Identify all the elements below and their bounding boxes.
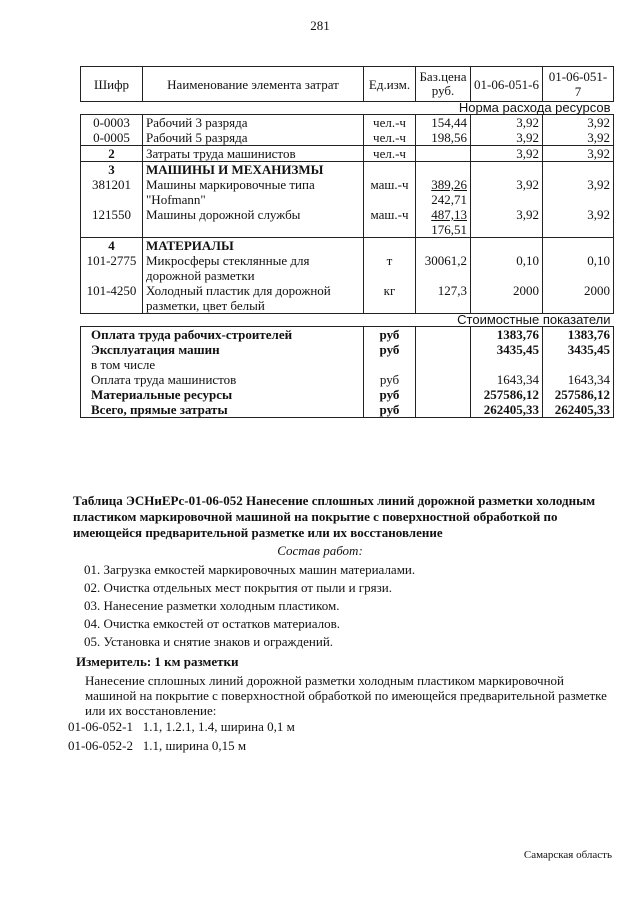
footer-region: Самарская область — [523, 849, 612, 861]
table-row — [81, 283, 614, 314]
measurer: Измеритель: 1 км разметки — [76, 654, 239, 669]
row-value-1: 3,92 — [471, 115, 543, 131]
table-row — [81, 253, 614, 283]
cost-value-2: 3435,45 — [543, 342, 614, 357]
row-value-2: 3,92 — [543, 130, 614, 146]
row-value-1: 3,92 — [471, 130, 543, 146]
row-code: 4 — [81, 238, 143, 254]
header-price: Баз.цена руб. — [416, 67, 471, 102]
cost-row — [81, 372, 614, 387]
row-price: 30061,2 — [416, 253, 471, 283]
row-price-main: 487,13 — [431, 207, 467, 222]
cost-value-1: 1383,76 — [471, 327, 543, 343]
work-step: 01. Загрузка емкостей маркировочных машин материалами. — [84, 562, 416, 577]
row-unit: маш.-ч — [364, 177, 416, 207]
row-unit: чел.-ч — [364, 115, 416, 131]
row-name: МАТЕРИАЛЫ — [143, 238, 364, 254]
row-code: 101-4250 — [81, 283, 143, 314]
norm-label-row — [81, 102, 614, 115]
row-code: 121550 — [81, 207, 143, 238]
table-row — [81, 177, 614, 207]
table-row — [81, 238, 614, 254]
cost-row — [81, 327, 614, 343]
row-price-sub: 242,71 — [431, 192, 467, 207]
work-step: 03. Нанесение разметки холодным пластиком. — [84, 598, 340, 613]
table-row — [81, 146, 614, 162]
row-value-2: 3,92 — [543, 146, 614, 162]
row-value-1: 3,92 — [471, 146, 543, 162]
cost-row — [81, 342, 614, 357]
row-value-1: 0,10 — [471, 253, 543, 283]
code-text: 1.1, ширина 0,15 м — [142, 738, 247, 753]
row-name: Рабочий 5 разряда — [143, 130, 364, 146]
header-unit: Ед.изм. — [364, 67, 416, 102]
cost-name: Всего, прямые затраты — [81, 402, 364, 418]
cost-label: Стоимостные показатели — [81, 314, 614, 327]
cost-unit: руб — [364, 372, 416, 387]
cost-name: Оплата труда рабочих-строителей — [81, 327, 364, 343]
cost-row — [81, 402, 614, 418]
row-code: 3 — [81, 162, 143, 178]
section-heading: Таблица ЭСНиЕРс-01-06-052 Нанесение сплошных линий дорожной разметки холодным пластиком маркировочной машиной на покрытие с поверхностной обработкой по имеющейся предварительной разметке или их восстановление — [73, 493, 596, 540]
cost-label-row — [81, 314, 614, 327]
cost-unit: руб — [364, 342, 416, 357]
row-name: Холодный пластик для дорожной разметки, цвет белый — [143, 283, 364, 314]
table-row — [81, 162, 614, 178]
row-price — [416, 207, 471, 238]
cost-name: в том числе — [81, 357, 364, 372]
header-col1: 01-06-051-6 — [471, 67, 543, 102]
work-step: 04. Очистка емкостей от остатков материалов. — [84, 616, 340, 631]
cost-name: Оплата труда машинистов — [81, 372, 364, 387]
cost-unit: руб — [364, 327, 416, 343]
row-value-2: 2000 — [543, 283, 614, 314]
code-text: 1.1, 1.2.1, 1.4, ширина 0,1 м — [142, 719, 295, 734]
header-col2: 01-06-051-7 — [543, 67, 614, 102]
row-price: 154,44 — [416, 115, 471, 131]
row-value-2: 0,10 — [543, 253, 614, 283]
row-code: 0-0003 — [81, 115, 143, 131]
cost-row — [81, 387, 614, 402]
row-unit: кг — [364, 283, 416, 314]
cost-value-2: 1643,34 — [543, 372, 614, 387]
row-value-2: 3,92 — [543, 177, 614, 207]
cost-value-1: 1643,34 — [471, 372, 543, 387]
row-value-1: 2000 — [471, 283, 543, 314]
row-name: Машины дорожной службы — [143, 207, 364, 238]
row-value-2: 3,92 — [543, 207, 614, 238]
cost-value-1: 262405,33 — [471, 402, 543, 418]
row-unit: чел.-ч — [364, 146, 416, 162]
row-value-1: 3,92 — [471, 177, 543, 207]
page-number: 281 — [310, 18, 330, 33]
row-value-1: 3,92 — [471, 207, 543, 238]
cost-value-1: 257586,12 — [471, 387, 543, 402]
row-price: 127,3 — [416, 283, 471, 314]
code-id: 01-06-052-2 — [68, 738, 133, 753]
work-step: 02. Очистка отдельных мест покрытия от пыли и грязи. — [84, 580, 392, 595]
cost-value-2: 257586,12 — [543, 387, 614, 402]
row-code: 0-0005 — [81, 130, 143, 146]
row-value-2: 3,92 — [543, 115, 614, 131]
description: Нанесение сплошных линий дорожной разметки холодным пластиком маркировочной машиной на покрытие с поверхностной обработкой по имеющейся предварительной разметке или их восстановление: — [85, 673, 607, 718]
cost-value-2: 262405,33 — [543, 402, 614, 418]
header-name: Наименование элемента затрат — [143, 67, 364, 102]
row-price — [416, 177, 471, 207]
row-unit: т — [364, 253, 416, 283]
row-name: Рабочий 3 разряда — [143, 115, 364, 131]
row-unit: чел.-ч — [364, 130, 416, 146]
cost-name: Эксплуатация машин — [81, 342, 364, 357]
row-price — [416, 146, 471, 162]
row-price-main: 389,26 — [431, 177, 467, 192]
cost-name: Материальные ресурсы — [81, 387, 364, 402]
row-name: Машины маркировочные типа "Hofmann" — [143, 177, 364, 207]
row-price-sub: 176,51 — [431, 222, 467, 237]
row-name: Затраты труда машинистов — [143, 146, 364, 162]
row-name: МАШИНЫ И МЕХАНИЗМЫ — [143, 162, 364, 178]
row-name: Микросферы стеклянные для дорожной разметки — [143, 253, 364, 283]
table-header-row — [81, 67, 614, 102]
code-id: 01-06-052-1 — [68, 719, 133, 734]
resource-table — [80, 66, 614, 418]
row-code: 101-2775 — [81, 253, 143, 283]
header-code: Шифр — [81, 67, 143, 102]
cost-value-1: 3435,45 — [471, 342, 543, 357]
table-row — [81, 207, 614, 238]
row-code: 2 — [81, 146, 143, 162]
cost-value-2: 1383,76 — [543, 327, 614, 343]
composition-title: Состав работ: — [277, 543, 363, 558]
code-line — [68, 719, 295, 735]
cost-row — [81, 357, 614, 372]
row-code: 381201 — [81, 177, 143, 207]
cost-unit: руб — [364, 387, 416, 402]
row-unit: маш.-ч — [364, 207, 416, 238]
work-step: 05. Установка и снятие знаков и ограждений. — [84, 634, 334, 649]
table-row — [81, 130, 614, 146]
cost-unit: руб — [364, 402, 416, 418]
row-price: 198,56 — [416, 130, 471, 146]
code-line — [68, 738, 246, 754]
norm-label: Норма расхода ресурсов — [81, 102, 614, 115]
table-row — [81, 115, 614, 131]
